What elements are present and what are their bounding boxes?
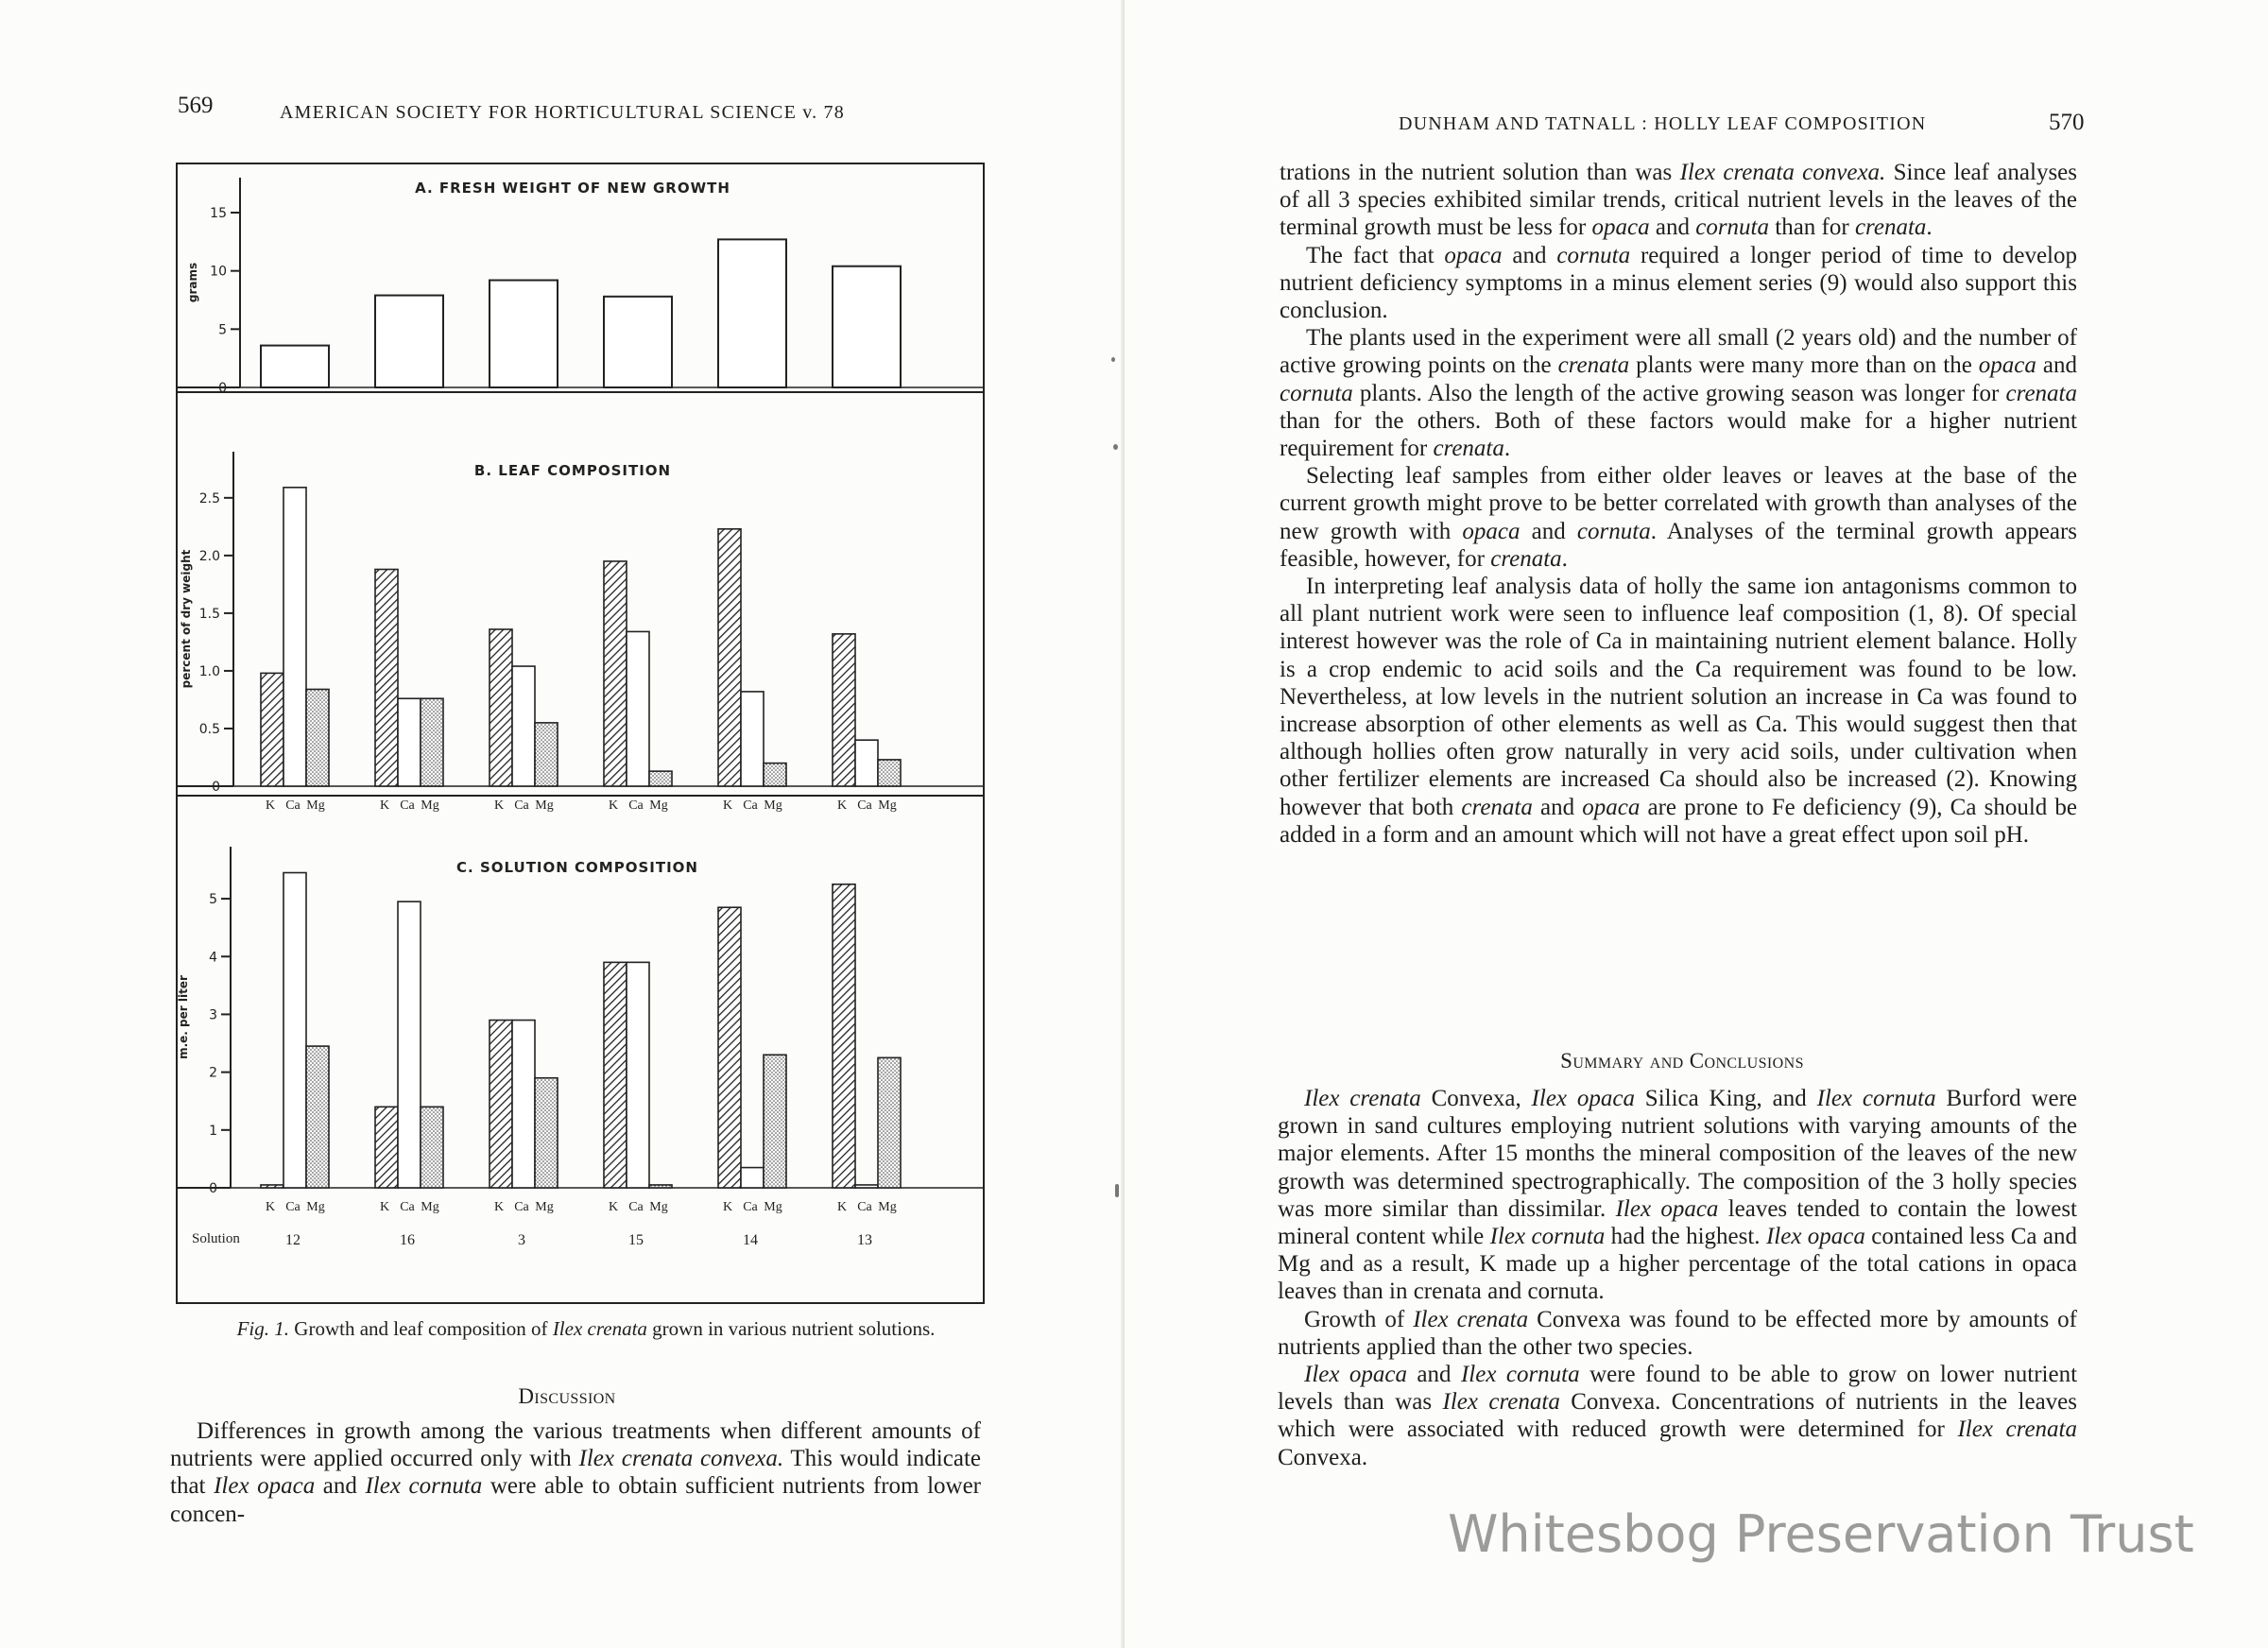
bar-mg [306, 1046, 329, 1188]
text-run: Since leaf analyses of all 3 species exhibited similar trends, critical nutrient levels in the leaves of the terminal growth must be less for [1280, 160, 2077, 241]
italic-run: Ilex crenata convexa. [578, 1446, 784, 1472]
bar-k [718, 529, 741, 786]
element-label: K [379, 1200, 390, 1214]
text-run: . [1926, 215, 1933, 241]
text-run: Silica King, and [1634, 1086, 1817, 1111]
bar-mg [535, 1078, 558, 1188]
element-label: Ca [400, 798, 415, 813]
element-label: Ca [857, 798, 872, 813]
italic-run: cornuta [1280, 380, 1353, 406]
scan-speck [1115, 1184, 1119, 1197]
caption-italic: Ilex crenata [552, 1317, 647, 1340]
italic-run: Ilex crenata [1442, 1389, 1560, 1416]
element-label: K [608, 798, 619, 813]
solution-label: 3 [518, 1232, 525, 1248]
italic-run: Ilex opaca [1765, 1224, 1865, 1250]
bar-k [375, 570, 398, 786]
bar-ca [855, 1185, 878, 1188]
element-label: K [265, 798, 276, 813]
y-tick-label: 1.0 [198, 663, 220, 679]
text-run: and [2036, 352, 2077, 379]
solution-label: 13 [857, 1232, 872, 1248]
y-tick-label: 0.5 [198, 721, 220, 737]
element-label: Mg [764, 798, 782, 813]
bar-k [261, 1185, 284, 1188]
text-run: Growth of [1304, 1306, 1414, 1332]
element-label: Ca [400, 1200, 415, 1214]
text-run: and [1520, 518, 1577, 544]
text-run: than for [1769, 215, 1855, 241]
bar-mg [764, 764, 786, 786]
page-number-left: 569 [178, 93, 214, 118]
solution-label: 15 [628, 1232, 644, 1248]
paragraph-5 [1280, 573, 2077, 849]
bar-mg [421, 1107, 443, 1188]
paragraph-1 [1280, 159, 2077, 242]
bar-ca [512, 1021, 535, 1188]
element-label: Mg [421, 1200, 439, 1214]
summary-paragraph-3 [1278, 1361, 2077, 1471]
element-label: K [722, 798, 733, 813]
element-label: Ca [628, 798, 644, 813]
element-label: Ca [628, 1200, 644, 1214]
element-label: Mg [421, 798, 439, 813]
italic-run: opaca [1462, 518, 1521, 544]
y-tick-label: 1.5 [198, 606, 220, 622]
italic-run: Ilex cornuta [365, 1473, 483, 1500]
italic-run: Ilex opaca [1615, 1195, 1719, 1222]
text-run: and [1502, 242, 1557, 268]
bar-ca [627, 631, 649, 786]
text-run: required a longer period of time to develop nutrient deficiency symptoms in a minus element series (9) would also support this conclusion. [1280, 242, 2077, 324]
y-tick-label: 2.5 [198, 490, 220, 506]
text-run: were able to obtain sufficient nutrients from lower concen- [170, 1473, 981, 1527]
bar-k [490, 1021, 512, 1188]
discussion-heading: Discussion [518, 1384, 616, 1408]
element-label: Mg [535, 798, 554, 813]
italic-run: crenata [1461, 794, 1533, 820]
discussion-paragraph [170, 1417, 981, 1528]
bar-k [833, 884, 855, 1188]
italic-run: crenata [1433, 436, 1504, 462]
element-label: K [608, 1200, 619, 1214]
italic-run: crenata [2005, 380, 2077, 406]
solution-label: 12 [285, 1232, 301, 1248]
scan-speck [1113, 444, 1118, 450]
element-label: K [493, 798, 505, 813]
element-label: K [379, 798, 390, 813]
element-label: K [836, 798, 848, 813]
running-head-right: DUNHAM AND TATNALL : HOLLY LEAF COMPOSITION [1399, 113, 1927, 134]
paragraph-3 [1280, 324, 2077, 462]
text-run: Convexa was found to be effected more by amounts of nutrients applied than the other two species. [1278, 1306, 2077, 1360]
y-axis-label: m.e. per liter [177, 975, 190, 1059]
element-label: Mg [535, 1200, 554, 1214]
text-run: and [1649, 215, 1696, 241]
figure-caption [198, 1316, 973, 1341]
y-tick-label: 5 [218, 322, 227, 338]
paragraph-2 [1280, 242, 2077, 325]
text-run: Burford were grown in sand cultures employing nutrient solutions with varying amounts of the major elements. After 15 months the mineral composition of the leaves of the new growth was determined spectrographically. The composition of the 3 holly species was more similar than dissimilar. [1278, 1086, 2078, 1222]
text-run: plants. Also the length of the active growing season was longer for [1352, 380, 2006, 406]
italic-run: Ilex crenata [1304, 1086, 1421, 1111]
running-head-left: AMERICAN SOCIETY FOR HORTICULTURAL SCIENCE v. 78 [280, 102, 845, 123]
bar-mg [306, 689, 329, 786]
element-label: Ca [285, 798, 301, 813]
text-run: Differences in growth among the various treatments when different amounts of nutrients were applied occurred only with [170, 1418, 981, 1472]
text-run: had the highest. [1605, 1224, 1766, 1250]
element-label: Ca [857, 1200, 872, 1214]
text-run: than for the others. Both of these factors would make for a higher nutrient requirement for [1280, 407, 2077, 462]
bar-k [718, 907, 741, 1188]
element-label: Ca [743, 1200, 758, 1214]
text-run: were found to be able to grow on lower nutrient levels than was [1278, 1362, 2078, 1416]
italic-run: cornuta [1556, 242, 1631, 268]
bar-mg [764, 1055, 786, 1188]
bar-fresh-weight [833, 266, 901, 387]
italic-run: Ilex cornuta [1816, 1086, 1936, 1111]
element-label: Ca [743, 798, 758, 813]
bar-ca [398, 698, 421, 786]
element-label: Mg [306, 1200, 325, 1214]
y-tick-label: 15 [210, 206, 227, 221]
text-run: Selecting leaf samples from either older leaves or leaves at the base of the current growth might prove to be better correlated with growth than analyses of the new growth with [1280, 463, 2077, 544]
summary-paragraph-1 [1278, 1085, 2077, 1306]
bar-mg [421, 698, 443, 786]
caption-text-b: grown in various nutrient solutions. [646, 1317, 936, 1340]
element-label: Mg [649, 1200, 668, 1214]
paragraph-4 [1280, 462, 2077, 573]
figure-1 [176, 163, 985, 1304]
italic-run: cornuta [1695, 215, 1769, 241]
scan-speck [1111, 357, 1115, 362]
text-run: . Analyses of the terminal growth appears feasible, however, for [1280, 518, 2077, 572]
y-tick-label: 5 [209, 892, 217, 908]
bar-ca [627, 962, 649, 1188]
solution-label: 14 [743, 1232, 758, 1248]
y-axis-label: grams [186, 262, 199, 303]
right-column-summary [1278, 1085, 2077, 1471]
element-label: Ca [514, 1200, 529, 1214]
x-axis-label: Solution [192, 1231, 240, 1246]
italic-run: crenata [1490, 545, 1562, 572]
bar-ca [284, 873, 306, 1188]
bar-ca [512, 666, 535, 786]
bar-fresh-weight [718, 239, 786, 387]
caption-label: Fig. 1. [236, 1317, 290, 1340]
text-run: . [1561, 545, 1568, 572]
element-label: K [836, 1200, 848, 1214]
bar-k [604, 561, 627, 786]
bar-ca [741, 1168, 764, 1188]
left-page [0, 0, 1125, 1648]
text-run: The plants used in the experiment were all small (2 years old) and the number of active growing points on the [1280, 325, 2077, 379]
bar-ca [284, 488, 306, 786]
text-run: Convexa, [1420, 1086, 1532, 1111]
bar-fresh-weight [604, 297, 672, 387]
italic-run: opaca [1582, 794, 1641, 820]
page-number-right: 570 [2049, 110, 2085, 135]
bar-mg [878, 760, 901, 786]
bar-ca [741, 692, 764, 786]
italic-run: Ilex cornuta [1489, 1224, 1606, 1250]
caption-text-a: Growth and leaf composition of [289, 1317, 553, 1340]
text-run: Convexa. Concentrations of nutrients in the leaves which were associated with reduced growth were determined for [1278, 1389, 2077, 1443]
italic-run: crenata [1854, 215, 1927, 241]
text-run: . [1503, 436, 1511, 462]
y-tick-label: 10 [210, 264, 227, 280]
bar-ca [855, 740, 878, 786]
text-run: and [315, 1473, 366, 1500]
y-tick-label: 2 [209, 1065, 217, 1081]
element-label: Mg [878, 798, 897, 813]
element-label: K [265, 1200, 276, 1214]
text-run: and [1532, 794, 1583, 820]
panel-title: A. FRESH WEIGHT OF NEW GROWTH [415, 180, 730, 197]
bar-k [833, 634, 855, 786]
summary-paragraph-2 [1278, 1306, 2077, 1361]
italic-run: Ilex opaca [1304, 1362, 1407, 1388]
text-run: leaves tended to contain the lowest mineral content while [1278, 1195, 2078, 1250]
italic-run: Ilex opaca [1531, 1086, 1635, 1111]
bar-fresh-weight [490, 281, 558, 387]
italic-run: Ilex crenata convexa. [1679, 160, 1886, 185]
text-run: The fact that [1306, 242, 1445, 268]
text-run: contained less Ca and Mg and as a result, K made up a higher percentage of the total cations in opaca leaves than in crenata and cornuta. [1278, 1224, 2078, 1305]
bar-mg [649, 1185, 672, 1188]
element-label: Ca [514, 798, 529, 813]
element-label: Mg [764, 1200, 782, 1214]
y-tick-label: 4 [209, 950, 217, 966]
panel-title: B. LEAF COMPOSITION [473, 462, 672, 479]
text-run: trations in the nutrient solution than was [1280, 160, 1680, 185]
solution-label: 16 [400, 1232, 415, 1248]
text-run: Convexa. [1278, 1444, 1368, 1470]
bar-fresh-weight [261, 346, 329, 387]
text-run: are prone to Fe deficiency (9), Ca should be added in a form and an amount which will not have a great effect upon soil pH. [1280, 794, 2077, 848]
y-tick-label: 0 [212, 780, 220, 795]
element-label: Ca [285, 1200, 301, 1214]
text-run: plants were many more than on the [1629, 352, 1979, 379]
bar-fresh-weight [375, 296, 443, 387]
y-tick-label: 1 [209, 1123, 217, 1139]
italic-run: crenata [1557, 352, 1630, 379]
y-tick-label: 0 [209, 1181, 217, 1196]
element-label: K [493, 1200, 505, 1214]
italic-run: opaca [1591, 215, 1650, 241]
summary-heading: Summary and Conclusions [1560, 1049, 1804, 1073]
text-run: and [1407, 1362, 1461, 1388]
element-label: Mg [878, 1200, 897, 1214]
text-run: In interpreting leaf analysis data of holly the same ion antagonisms common to all plant nutrient work were seen to influence leaf composition (1, 8). Of special interest however was the role of Ca in maintaining nutrient element balance. Holly is a crop endemic to acid soils and the Ca requirement was found to be low. Nevertheless, at low levels in the nutrient solution an increase in Ca was found to increase absorption of other elements as well as Ca. This would suggest then that although hollies often grow naturally in very acid soils, under cultivation when other fertilizer elements are increased Ca should also be increased (2). Knowing however that both [1280, 574, 2077, 820]
italic-run: Ilex crenata [1413, 1306, 1529, 1332]
italic-run: cornuta [1576, 518, 1651, 544]
element-label: Mg [306, 798, 325, 813]
element-label: K [722, 1200, 733, 1214]
bar-mg [878, 1057, 901, 1188]
y-tick-label: 2.0 [198, 548, 220, 564]
bar-k [375, 1107, 398, 1188]
element-label: Mg [649, 798, 668, 813]
italic-run: Ilex opaca [214, 1473, 316, 1500]
bar-k [261, 673, 284, 786]
text-run: This would indicate that [170, 1446, 981, 1500]
italic-run: opaca [1444, 242, 1503, 268]
right-page [1125, 0, 2268, 1648]
discussion-column [170, 1417, 981, 1528]
bar-k [604, 962, 627, 1188]
italic-run: Ilex crenata [1957, 1416, 2077, 1443]
italic-run: opaca [1978, 352, 2036, 379]
italic-run: Ilex cornuta [1460, 1362, 1580, 1388]
y-tick-label: 0 [218, 381, 227, 396]
watermark: Whitesbog Preservation Trust [1448, 1504, 2194, 1564]
y-axis-label: percent of dry weight [180, 549, 193, 689]
y-tick-label: 3 [209, 1007, 217, 1023]
bar-ca [398, 901, 421, 1188]
panel-title: C. SOLUTION COMPOSITION [456, 859, 698, 876]
bar-mg [535, 723, 558, 786]
bar-k [490, 629, 512, 786]
bar-mg [649, 771, 672, 786]
right-column-top [1280, 159, 2077, 849]
